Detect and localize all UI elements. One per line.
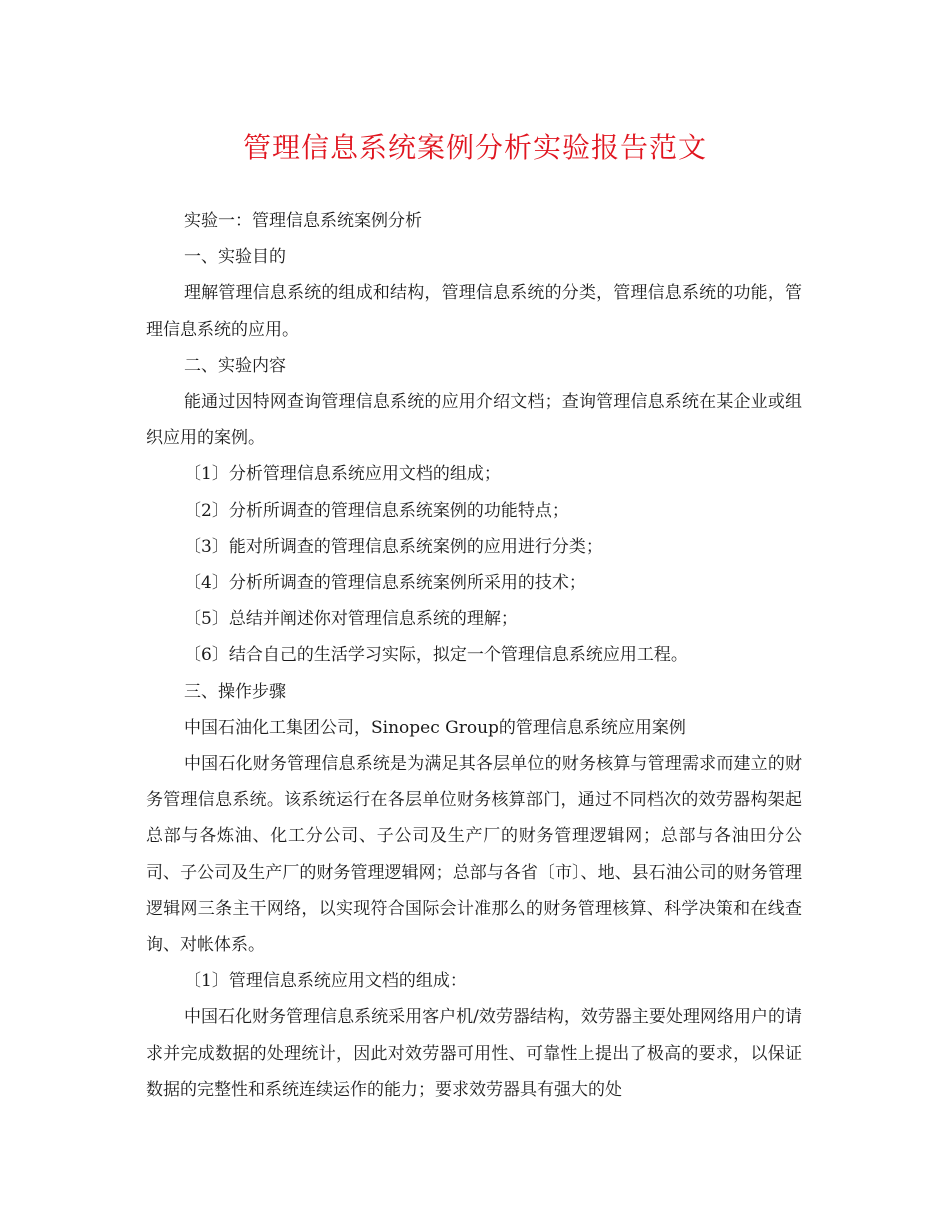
document-title: 管理信息系统案例分析实验报告范文 — [242, 131, 707, 164]
document-body — [146, 203, 802, 1108]
experiment-heading: 实验一：管理信息系统案例分析 — [184, 211, 422, 231]
list-item: 〔4〕分析所调查的管理信息系统案例所采用的技术； — [184, 573, 586, 594]
section-heading-content: 二、实验内容 — [184, 355, 286, 376]
case-description-paragraph: 中国石化财务管理信息系统是为满足其各层单位的财务核算与管理需求而建立的财务管理信息系统。该系统运行在各层单位财务核算部门，通过不同档次的效劳器构架起总部与各炼油、化工分公司、子公司及生产厂的财务管理逻辑网；总部与各油田分公司、子公司及生产厂的财务管理逻辑网；总部与各省〔市〕、地、县石油公司的财务管理逻辑网三条主干网络，以实现符合国际会计准那么的财务管理核算、科学决策和在线查询、对帐体系。 — [146, 754, 802, 956]
section-heading-purpose: 一、实验目的 — [184, 247, 286, 268]
case-title: 中国石油化工集团公司，Sinopec Group的管理信息系统应用案例 — [184, 717, 686, 738]
list-item: 〔5〕总结并阐述你对管理信息系统的理解； — [184, 609, 518, 630]
purpose-paragraph: 理解管理信息系统的组成和结构，管理信息系统的分类，管理信息系统的功能，管理信息系统的应用。 — [146, 283, 802, 340]
list-item: 〔1〕分析管理信息系统应用文档的组成； — [184, 464, 501, 485]
subsection-heading: 〔1〕管理信息系统应用文档的组成： — [184, 971, 467, 992]
list-item: 〔3〕能对所调查的管理信息系统案例的应用进行分类； — [184, 536, 603, 557]
section-heading-steps: 三、操作步骤 — [184, 681, 286, 702]
list-item: 〔6〕结合自己的生活学习实际，拟定一个管理信息系统应用工程。 — [184, 645, 688, 666]
content-paragraph: 能通过因特网查询管理信息系统的应用介绍文档；查询管理信息系统在某企业或组织应用的案例。 — [146, 392, 802, 449]
architecture-paragraph: 中国石化财务管理信息系统采用客户机/效劳器结构，效劳器主要处理网络用户的请求并完成数据的处理统计，因此对效劳器可用性、可靠性上提出了极高的要求，以保证数据的完整性和系统连续运作的能力；要求效劳器具有强大的处 — [146, 1007, 802, 1100]
list-item: 〔2〕分析所调查的管理信息系统案例的功能特点； — [184, 500, 569, 521]
